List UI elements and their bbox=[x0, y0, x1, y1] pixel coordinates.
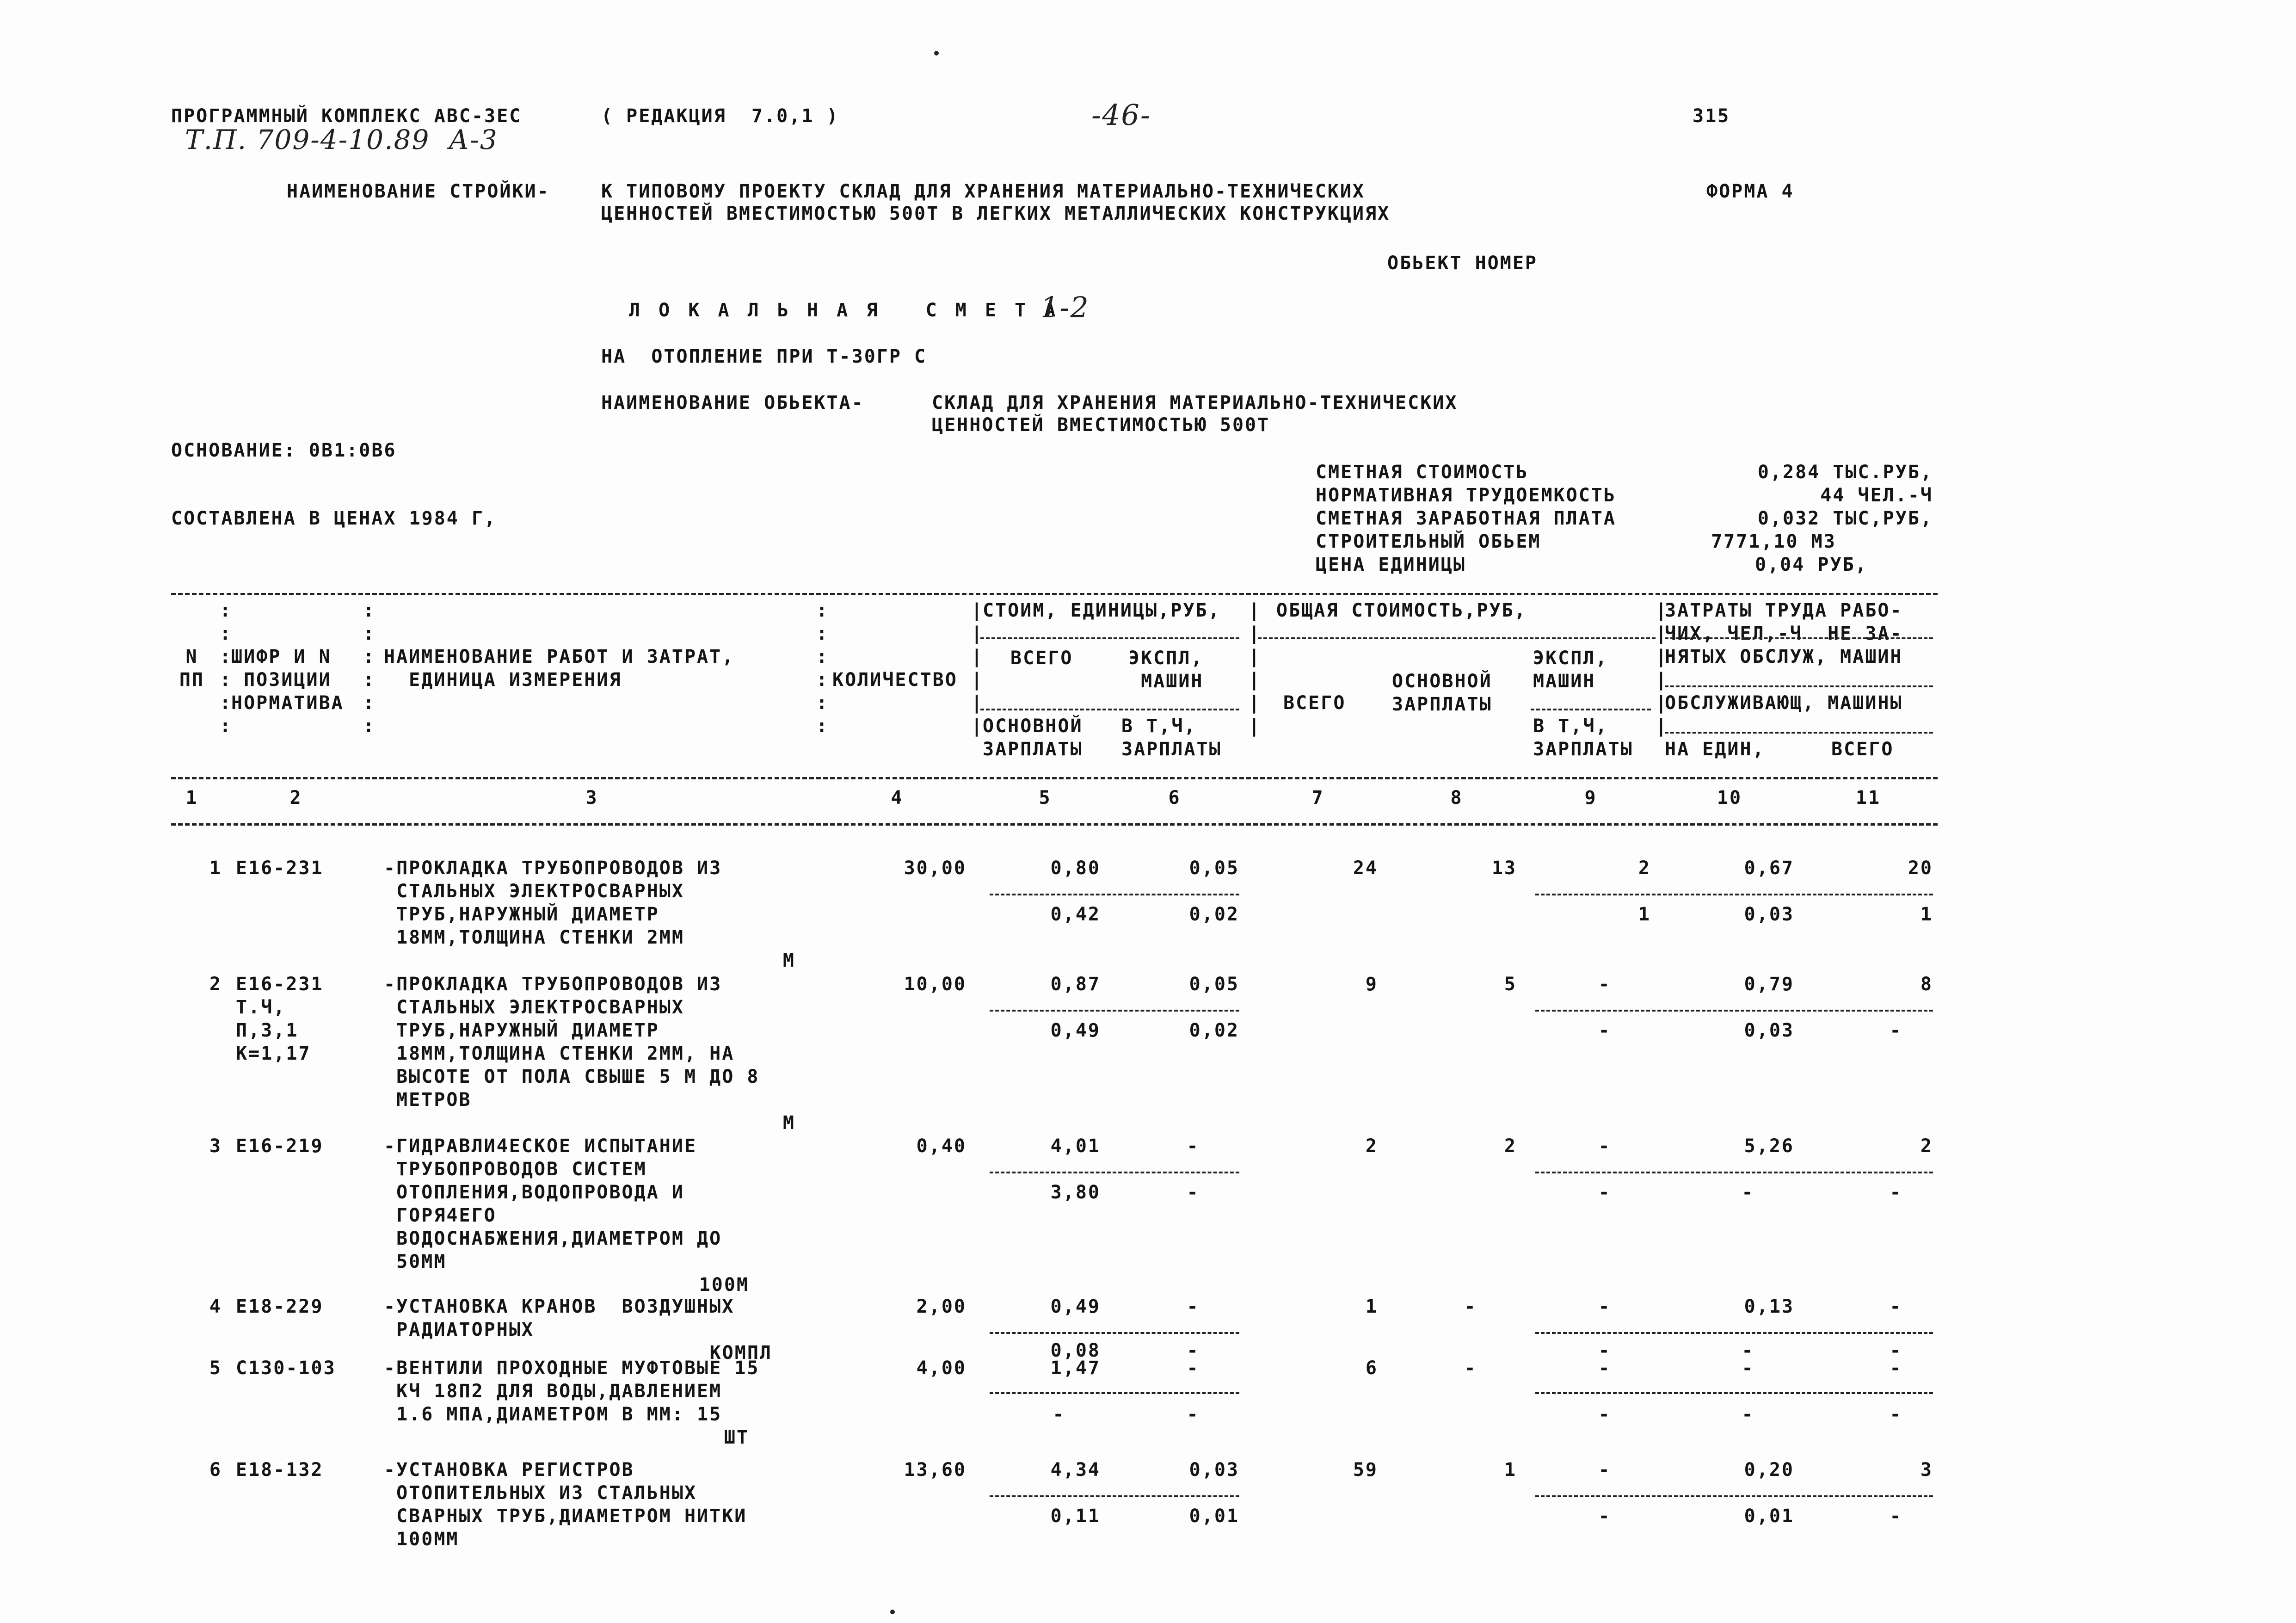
estimate-title: Л О К А Л Ь Н А Я С М Е Т А bbox=[629, 300, 1059, 321]
header-sub-rule bbox=[980, 637, 1239, 639]
scan-speck bbox=[934, 51, 939, 56]
summary-value: 0,04 РУБ, bbox=[1755, 554, 1868, 575]
row-number: 3 bbox=[209, 1135, 222, 1157]
row-name: -ВЕНТИЛИ ПРОХОДНЫЕ МУФТОВЫЕ 15 КЧ 18П2 ДЛЯ ВОДЫ,ДАВЛЕНИЕМ 1.6 МПА,ДИАМЕТРОМ В ММ: 15 bbox=[384, 1358, 760, 1425]
row-unit-base-wage: 0,08 bbox=[1050, 1340, 1101, 1361]
numbers-bottom-rule bbox=[171, 823, 1938, 826]
column-number: 5 bbox=[1039, 787, 1052, 808]
row-unit-incl-wage: - bbox=[1187, 1340, 1200, 1361]
fraction-rule bbox=[1535, 1010, 1933, 1012]
row-labor-unit-service: - bbox=[1742, 1404, 1754, 1425]
row-unit-base-wage: 3,80 bbox=[1050, 1182, 1101, 1203]
header-sub-rule bbox=[1665, 637, 1933, 639]
row-total-machines: 2 bbox=[1638, 858, 1651, 879]
header-total-all: ВСЕГО bbox=[1283, 692, 1346, 714]
row-labor-unit: 5,26 bbox=[1744, 1135, 1794, 1157]
header-labor: ЗАТРАТЫ ТРУДА РАБО- ЧИХ, ЧЕЛ,-Ч НЕ ЗА- НЯТЫХ ОБСЛУЖ, МАШИН bbox=[1665, 600, 1903, 667]
row-total-base: 5 bbox=[1504, 974, 1517, 995]
estimate-subject: НА ОТОПЛЕНИЕ ПРИ Т-30ГР С bbox=[601, 346, 927, 367]
header-incl-wage: В Т,Ч, ЗАРПЛАТЫ bbox=[1121, 716, 1222, 760]
fraction-rule bbox=[990, 1172, 1239, 1173]
row-total-incl: - bbox=[1598, 1182, 1611, 1203]
row-labor-unit: 0,67 bbox=[1744, 858, 1794, 879]
row-labor-total: 3 bbox=[1920, 1459, 1933, 1481]
fraction-rule bbox=[990, 1392, 1239, 1394]
row-labor-total-service: - bbox=[1890, 1340, 1902, 1361]
row-unit-machines: - bbox=[1187, 1135, 1200, 1157]
row-name: -ПРОКЛАДКА ТРУБОПРОВОДОВ ИЗ СТАЛЬНЫХ ЭЛЕКТРОСВАРНЫХ ТРУБ,НАРУЖНЫЙ ДИАМЕТР 18ММ,ТОЛЩИНА СТЕНКИ 2ММ bbox=[384, 858, 722, 948]
row-total-base: - bbox=[1464, 1296, 1477, 1317]
header-per-unit: НА ЕДИН, bbox=[1665, 739, 1765, 760]
row-labor-total: - bbox=[1890, 1296, 1902, 1317]
row-code: С130-103 bbox=[236, 1358, 336, 1379]
table-top-rule bbox=[171, 593, 1938, 595]
column-separator: | | | | | | bbox=[1656, 600, 1668, 737]
header-col-3: НАИМЕНОВАНИЕ РАБОТ И ЗАТРАТ, ЕДИНИЦА ИЗМЕРЕНИЯ bbox=[384, 646, 735, 691]
row-total: 2 bbox=[1365, 1135, 1378, 1157]
row-unit-machines: 0,03 bbox=[1189, 1459, 1239, 1481]
row-unit-incl-wage: - bbox=[1187, 1404, 1200, 1425]
row-total-machines: - bbox=[1598, 1358, 1611, 1379]
header-labor-total: ВСЕГО bbox=[1831, 739, 1894, 760]
row-quantity: 13,60 bbox=[904, 1459, 966, 1481]
row-number: 2 bbox=[209, 974, 222, 995]
column-number: 11 bbox=[1855, 787, 1881, 808]
row-unit-machines: 0,05 bbox=[1189, 858, 1239, 879]
header-total-machines: ЭКСПЛ, МАШИН bbox=[1533, 648, 1608, 692]
row-name: -УСТАНОВКА РЕГИСТРОВ ОТОПИТЕЛЬНЫХ ИЗ СТАЛЬНЫХ СВАРНЫХ ТРУБ,ДИАМЕТРОМ НИТКИ 100ММ bbox=[384, 1459, 747, 1550]
object-label: НАИМЕНОВАНИЕ ОБЬЕКТА- bbox=[601, 392, 864, 413]
column-separator: | | | | | | bbox=[971, 600, 984, 737]
program-name: ПРОГРАММНЫЙ КОМПЛЕКС АВС-3ЕС bbox=[171, 105, 522, 127]
column-separator: : : : : : : bbox=[363, 600, 376, 737]
summary-label: НОРМАТИВНАЯ ТРУДОЕМКОСТЬ bbox=[1316, 485, 1616, 506]
row-unit-total: 0,49 bbox=[1050, 1296, 1101, 1317]
row-labor-total-service: 1 bbox=[1920, 904, 1933, 925]
row-total-incl: - bbox=[1598, 1020, 1611, 1041]
row-total-machines: - bbox=[1598, 1296, 1611, 1317]
header-sub-rule bbox=[1258, 637, 1656, 639]
column-number: 7 bbox=[1311, 787, 1324, 808]
row-unit-incl-wage: - bbox=[1187, 1182, 1200, 1203]
column-number: 10 bbox=[1717, 787, 1742, 808]
row-unit-machines: - bbox=[1187, 1296, 1200, 1317]
row-code: Е18-132 bbox=[236, 1459, 324, 1481]
summary-value: 0,284 ТЫС.РУБ, bbox=[1757, 462, 1933, 483]
row-labor-unit: - bbox=[1742, 1358, 1754, 1379]
row-unit-base-wage: 0,42 bbox=[1050, 904, 1101, 925]
fraction-rule bbox=[990, 1332, 1239, 1334]
fraction-rule bbox=[1535, 894, 1933, 895]
construction-line-2: ЦЕННОСТЕЙ ВМЕСТИМОСТЬЮ 500Т В ЛЕГКИХ МЕТАЛЛИЧЕСКИХ КОНСТРУКЦИЯХ bbox=[601, 203, 1391, 224]
fraction-rule bbox=[990, 1495, 1239, 1497]
row-number: 4 bbox=[209, 1296, 222, 1317]
row-labor-total: 20 bbox=[1908, 858, 1933, 879]
summary-label: СТРОИТЕЛЬНЫЙ ОБЬЕМ bbox=[1316, 531, 1541, 552]
row-total-base: 2 bbox=[1504, 1135, 1517, 1157]
row-labor-total-service: - bbox=[1890, 1020, 1902, 1041]
row-unit-total: 0,87 bbox=[1050, 974, 1101, 995]
row-unit-total: 0,80 bbox=[1050, 858, 1101, 879]
construction-label: НАИМЕНОВАНИЕ СТРОЙКИ- bbox=[287, 181, 550, 202]
row-total-base: 13 bbox=[1491, 858, 1517, 879]
row-name: -ПРОКЛАДКА ТРУБОПРОВОДОВ ИЗ СТАЛЬНЫХ ЭЛЕКТРОСВАРНЫХ ТРУБ,НАРУЖНЫЙ ДИАМЕТР 18ММ,ТОЛЩИНА СТЕНКИ 2ММ, НА ВЫСОТЕ ОТ ПОЛА СВЫШЕ 5 М ДО 8 МЕТРОВ bbox=[384, 974, 760, 1111]
summary-value: 44 ЧЕЛ.-Ч bbox=[1820, 485, 1933, 506]
row-quantity: 30,00 bbox=[904, 858, 966, 879]
row-total: 1 bbox=[1365, 1296, 1378, 1317]
row-unit-incl-wage: 0,02 bbox=[1189, 904, 1239, 925]
row-total-incl: - bbox=[1598, 1404, 1611, 1425]
row-code: Е16-231 bbox=[236, 858, 324, 879]
basis: ОСНОВАНИЕ: 0В1:0В6 bbox=[171, 440, 397, 461]
row-total-base: 1 bbox=[1504, 1459, 1517, 1481]
row-labor-total-service: - bbox=[1890, 1506, 1902, 1527]
header-total-cost: ОБЩАЯ СТОИМОСТЬ,РУБ, bbox=[1276, 600, 1527, 621]
object-number: ОБЬЕКТ НОМЕР bbox=[1387, 253, 1538, 274]
row-unit-incl-wage: 0,02 bbox=[1189, 1020, 1239, 1041]
row-code-extra: Т.Ч, П,3,1 К=1,17 bbox=[236, 997, 311, 1064]
column-separator: : : : : : : bbox=[816, 600, 829, 737]
row-unit-base-wage: - bbox=[1053, 1404, 1065, 1425]
row-labor-unit: 0,20 bbox=[1744, 1459, 1794, 1481]
fraction-rule bbox=[1535, 1495, 1933, 1497]
row-unit-base-wage: 0,11 bbox=[1050, 1506, 1101, 1527]
header-col-4: КОЛИЧЕСТВО bbox=[832, 669, 958, 691]
row-labor-unit-service: 0,03 bbox=[1744, 904, 1794, 925]
column-number: 3 bbox=[585, 787, 598, 808]
fraction-rule bbox=[990, 894, 1239, 895]
row-labor-unit-service: 0,03 bbox=[1744, 1020, 1794, 1041]
header-total-incl: В Т,Ч, ЗАРПЛАТЫ bbox=[1533, 716, 1633, 760]
column-number: 6 bbox=[1168, 787, 1181, 808]
object-line-1: СКЛАД ДЛЯ ХРАНЕНИЯ МАТЕРИАЛЬНО-ТЕХНИЧЕСКИХ bbox=[932, 392, 1458, 413]
column-number: 1 bbox=[185, 787, 198, 808]
scan-speck bbox=[890, 1610, 895, 1614]
row-unit-total: 4,01 bbox=[1050, 1135, 1101, 1157]
row-number: 1 bbox=[209, 858, 222, 879]
row-number: 5 bbox=[209, 1358, 222, 1379]
column-separator: | | | | | | bbox=[1249, 600, 1262, 737]
row-code: Е18-229 bbox=[236, 1296, 324, 1317]
header-base-wage: ОСНОВНОЙ ЗАРПЛАТЫ bbox=[983, 716, 1083, 760]
row-quantity: 10,00 bbox=[904, 974, 966, 995]
row-labor-unit-service: - bbox=[1742, 1340, 1754, 1361]
header-sub-rule bbox=[1665, 685, 1933, 687]
header-sub-rule bbox=[1531, 709, 1651, 710]
edition: ( РЕДАКЦИЯ 7.0,1 ) bbox=[601, 105, 839, 127]
header-col-2: ШИФР И N ПОЗИЦИИ НОРМАТИВА bbox=[231, 646, 344, 714]
row-name: -ГИДРАВЛИ4ЕСКОЕ ИСПЫТАНИЕ ТРУБОПРОВОДОВ СИСТЕМ ОТОПЛЕНИЯ,ВОДОПРОВОДА И ГОРЯ4ЕГО ВОДОСНАБЖЕНИЯ,ДИАМЕТРОМ ДО 50ММ bbox=[384, 1135, 722, 1272]
summary-value: 7771,10 М3 bbox=[1711, 531, 1836, 552]
header-sub-rule bbox=[1665, 732, 1933, 734]
row-unit: ШТ bbox=[724, 1427, 749, 1448]
column-separator: : : : : : : bbox=[220, 600, 233, 737]
estimate-number: 1-2 bbox=[1040, 290, 1090, 324]
column-number: 4 bbox=[891, 787, 904, 808]
row-total-machines: - bbox=[1598, 974, 1611, 995]
row-labor-unit-service: - bbox=[1742, 1182, 1754, 1203]
row-labor-unit: 0,79 bbox=[1744, 974, 1794, 995]
row-number: 6 bbox=[209, 1459, 222, 1481]
row-labor-unit-service: 0,01 bbox=[1744, 1506, 1794, 1527]
fraction-rule bbox=[1535, 1392, 1933, 1394]
row-labor-total-service: - bbox=[1890, 1404, 1902, 1425]
form-number: ФОРМА 4 bbox=[1706, 181, 1794, 202]
row-total: 24 bbox=[1353, 858, 1378, 879]
header-unit-machines: ЭКСПЛ, МАШИН bbox=[1128, 648, 1204, 692]
row-unit-machines: 0,05 bbox=[1189, 974, 1239, 995]
row-unit: М bbox=[782, 1112, 795, 1134]
header-bottom-rule bbox=[171, 777, 1938, 779]
sheet-number: 315 bbox=[1693, 105, 1730, 127]
row-total-incl: 1 bbox=[1638, 904, 1651, 925]
row-total: 6 bbox=[1365, 1358, 1378, 1379]
row-labor-unit: 0,13 bbox=[1744, 1296, 1794, 1317]
row-quantity: 2,00 bbox=[916, 1296, 966, 1317]
row-unit-total: 1,47 bbox=[1050, 1358, 1101, 1379]
object-line-2: ЦЕННОСТЕЙ ВМЕСТИМОСТЬЮ 500Т bbox=[932, 414, 1270, 436]
summary-label: СМЕТНАЯ ЗАРАБОТНАЯ ПЛАТА bbox=[1316, 508, 1616, 529]
row-total-incl: - bbox=[1598, 1506, 1611, 1527]
column-number: 8 bbox=[1450, 787, 1463, 808]
row-total-incl: - bbox=[1598, 1340, 1611, 1361]
row-unit: КОМПЛ bbox=[709, 1342, 772, 1364]
row-labor-total: - bbox=[1890, 1358, 1902, 1379]
header-labor-service: ОБСЛУЖИВАЮЩ, МАШИНЫ bbox=[1665, 692, 1903, 714]
header-unit-cost: СТОИМ, ЕДИНИЦЫ,РУБ, bbox=[983, 600, 1221, 621]
header-col-1: N ПП bbox=[179, 646, 205, 691]
row-total-machines: - bbox=[1598, 1459, 1611, 1481]
row-unit-machines: - bbox=[1187, 1358, 1200, 1379]
row-total: 9 bbox=[1365, 974, 1378, 995]
row-code: Е16-219 bbox=[236, 1135, 324, 1157]
row-unit-incl-wage: 0,01 bbox=[1189, 1506, 1239, 1527]
summary-label: СМЕТНАЯ СТОИМОСТЬ bbox=[1316, 462, 1529, 483]
fraction-rule bbox=[1535, 1332, 1933, 1334]
price-basis: СОСТАВЛЕНА В ЦЕНАХ 1984 Г, bbox=[171, 508, 497, 529]
row-total: 59 bbox=[1353, 1459, 1378, 1481]
row-labor-total-service: - bbox=[1890, 1182, 1902, 1203]
row-quantity: 0,40 bbox=[916, 1135, 966, 1157]
row-labor-total: 2 bbox=[1920, 1135, 1933, 1157]
row-quantity: 4,00 bbox=[916, 1358, 966, 1379]
row-total-machines: - bbox=[1598, 1135, 1611, 1157]
row-name: -УСТАНОВКА КРАНОВ ВОЗДУШНЫХ РАДИАТОРНЫХ bbox=[384, 1296, 735, 1340]
column-number: 9 bbox=[1584, 787, 1597, 808]
row-total-base: - bbox=[1464, 1358, 1477, 1379]
fraction-rule bbox=[1535, 1172, 1933, 1173]
row-unit-base-wage: 0,49 bbox=[1050, 1020, 1101, 1041]
row-unit-total: 4,34 bbox=[1050, 1459, 1101, 1481]
header-unit-total: ВСЕГО bbox=[1010, 648, 1073, 669]
column-number: 2 bbox=[289, 787, 302, 808]
handwritten-reference: Т.П. 709-4-10.89 А-3 bbox=[185, 124, 498, 155]
row-labor-total: 8 bbox=[1920, 974, 1933, 995]
summary-label: ЦЕНА ЕДИНИЦЫ bbox=[1316, 554, 1466, 575]
page-number: -46- bbox=[1091, 98, 1151, 132]
row-unit: М bbox=[782, 950, 795, 971]
header-sub-rule bbox=[980, 709, 1239, 710]
summary-value: 0,032 ТЫС,РУБ, bbox=[1757, 508, 1933, 529]
fraction-rule bbox=[990, 1010, 1239, 1012]
row-unit: 100М bbox=[699, 1274, 749, 1296]
construction-line-1: К ТИПОВОМУ ПРОЕКТУ СКЛАД ДЛЯ ХРАНЕНИЯ МАТЕРИАЛЬНО-ТЕХНИЧЕСКИХ bbox=[601, 181, 1366, 202]
header-total-base: ОСНОВНОЙ ЗАРПЛАТЫ bbox=[1392, 671, 1492, 715]
row-code: Е16-231 bbox=[236, 974, 324, 995]
